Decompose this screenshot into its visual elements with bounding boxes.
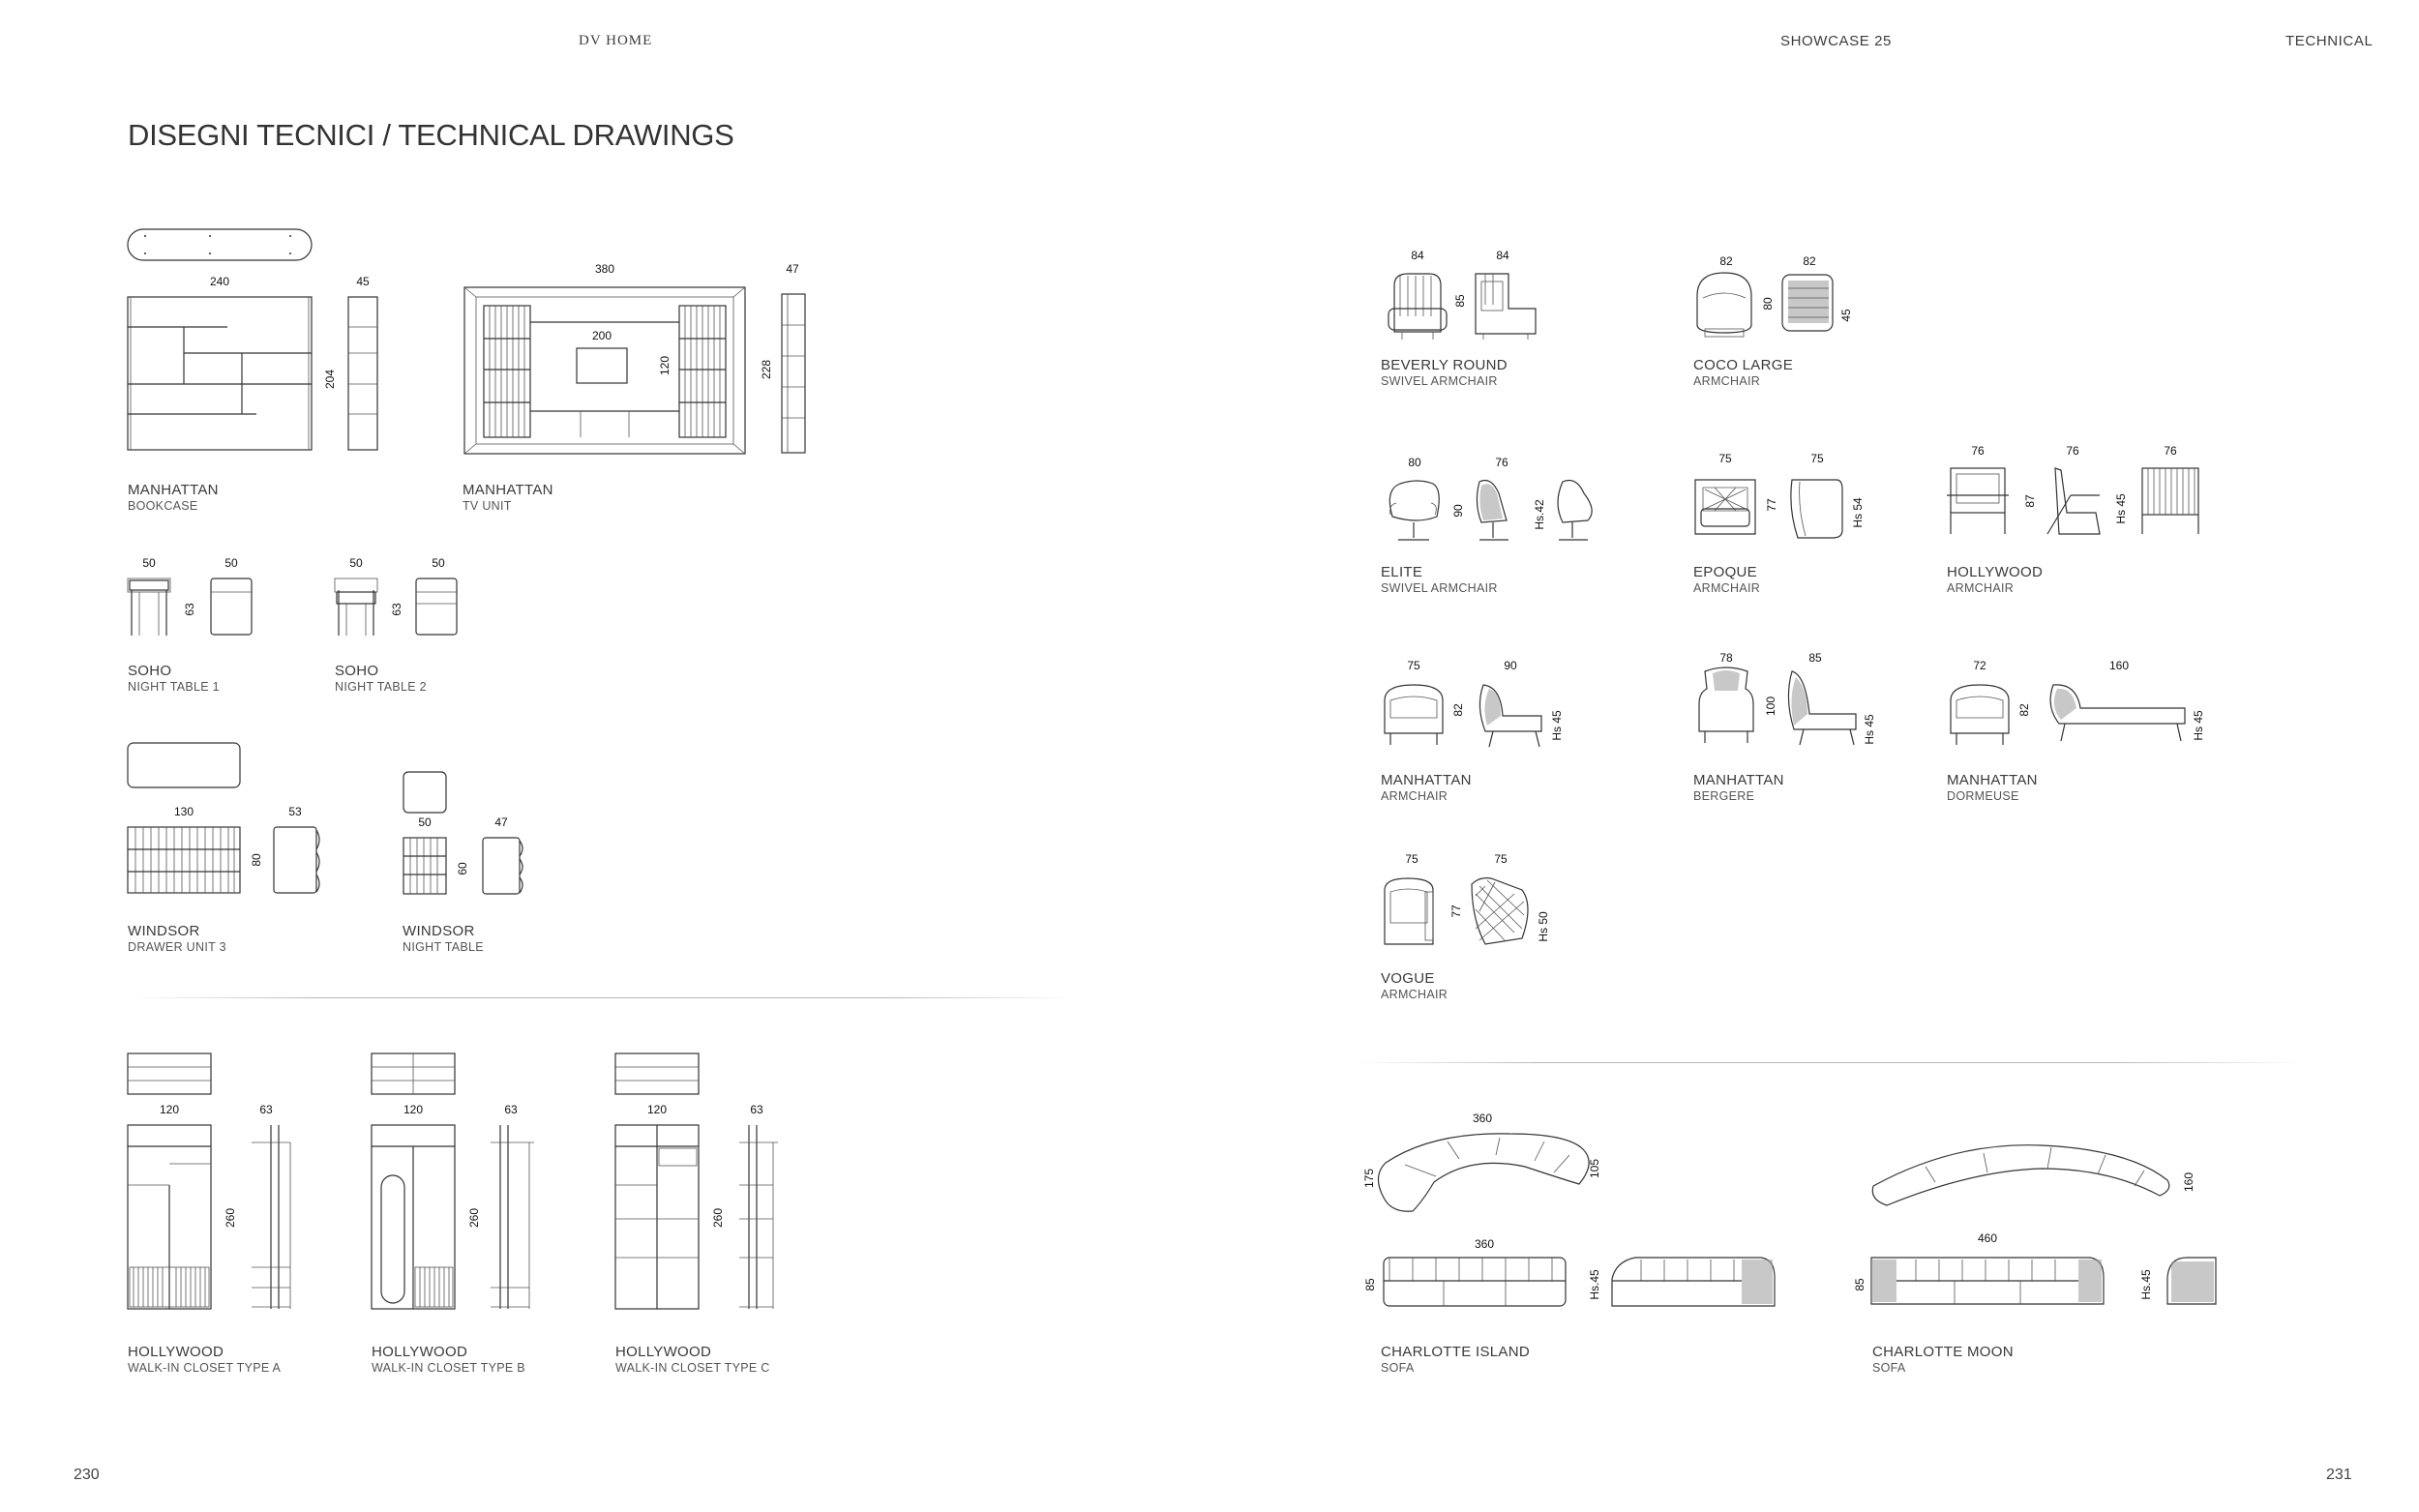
brand-name: DV HOME bbox=[579, 33, 653, 48]
dim-screen: 200 bbox=[591, 329, 612, 342]
dim-height: 85 bbox=[1453, 294, 1467, 308]
dim-seat-height: Hs 54 bbox=[1851, 497, 1865, 528]
dim-width: 50 bbox=[142, 556, 156, 570]
label-hollywood-closet-c: HOLLYWOOD WALK-IN CLOSET TYPE C bbox=[615, 1344, 770, 1375]
dim-width: 75 bbox=[1407, 659, 1420, 672]
dim-seat-height: Hs.42 bbox=[1533, 499, 1546, 530]
dim-width: 84 bbox=[1411, 249, 1424, 262]
label-beverly-round: BEVERLY ROUND SWIVEL ARMCHAIR bbox=[1381, 357, 1508, 388]
windsor-drawer-unit-drawing bbox=[126, 740, 339, 904]
epoque-drawing bbox=[1691, 451, 1885, 548]
dim-height: 85 bbox=[1853, 1278, 1867, 1291]
beverly-round-drawing bbox=[1379, 247, 1553, 343]
dim-depth: 47 bbox=[494, 815, 508, 829]
label-hollywood-closet-b: HOLLYWOOD WALK-IN CLOSET TYPE B bbox=[372, 1344, 525, 1375]
dim-height: 77 bbox=[1765, 498, 1778, 512]
dim-depth: 50 bbox=[224, 556, 238, 570]
dim-width: 360 bbox=[1472, 1112, 1493, 1125]
dim-height: 260 bbox=[224, 1207, 237, 1229]
dim-depth: 63 bbox=[259, 1103, 273, 1116]
dim-depth: 75 bbox=[1810, 452, 1824, 465]
section-name: TECHNICAL bbox=[2285, 33, 2374, 49]
label-soho-night-table-1: SOHO NIGHT TABLE 1 bbox=[128, 663, 220, 694]
dim-depth: 63 bbox=[504, 1103, 518, 1116]
dim-width: 380 bbox=[594, 262, 615, 276]
dim-seat-height: Hs 45 bbox=[1863, 714, 1876, 745]
dim-seat-height: Hs.45 bbox=[2139, 1269, 2153, 1300]
dim-width: 82 bbox=[1719, 254, 1733, 268]
dim-width: 50 bbox=[349, 556, 363, 570]
manhattan-bookcase-drawing bbox=[126, 224, 368, 461]
dim-width: 50 bbox=[418, 815, 432, 829]
label-epoque: EPOQUE ARMCHAIR bbox=[1693, 564, 1761, 595]
dim-height: 60 bbox=[456, 862, 469, 875]
dim-height: 85 bbox=[1363, 1278, 1377, 1291]
dim-height: 77 bbox=[1449, 904, 1463, 918]
hollywood-armchair-drawing bbox=[1945, 441, 2235, 548]
label-vogue: VOGUE ARMCHAIR bbox=[1381, 970, 1448, 1001]
dim-seat-height: Hs.45 bbox=[1588, 1269, 1601, 1300]
hollywood-closet-a-drawing bbox=[126, 1050, 319, 1320]
page-number-left: 230 bbox=[74, 1467, 100, 1483]
dim-depth: 75 bbox=[1494, 852, 1508, 866]
dim-width: 120 bbox=[646, 1103, 668, 1116]
dim-height: 82 bbox=[2017, 703, 2031, 717]
soho-night-table-1-drawing bbox=[126, 553, 271, 650]
collection-name: SHOWCASE 25 bbox=[1780, 33, 1892, 49]
label-hollywood-armchair: HOLLYWOOD ARMCHAIR bbox=[1947, 564, 2044, 595]
dim-depth: 45 bbox=[356, 275, 370, 288]
vogue-drawing bbox=[1379, 851, 1572, 948]
dim-front-width: 360 bbox=[1474, 1237, 1495, 1251]
dim-height: 90 bbox=[1451, 504, 1465, 518]
dim-height: 80 bbox=[1761, 297, 1775, 311]
label-charlotte-moon: CHARLOTTE MOON SOFA bbox=[1872, 1344, 2014, 1375]
dim-seat-height: Hs 50 bbox=[1537, 911, 1550, 942]
hollywood-closet-c-drawing bbox=[613, 1050, 807, 1320]
dim-width: 460 bbox=[1977, 1231, 1998, 1245]
hollywood-closet-b-drawing bbox=[370, 1050, 563, 1320]
label-charlotte-island: CHARLOTTE ISLAND SOFA bbox=[1381, 1344, 1530, 1375]
dim-seat-height: Hs 45 bbox=[1550, 710, 1564, 741]
dim-height: 63 bbox=[390, 603, 403, 616]
dim-width: 72 bbox=[1973, 659, 1986, 672]
separator-left bbox=[128, 997, 1076, 998]
dim-height: 228 bbox=[760, 359, 773, 380]
label-soho-night-table-2: SOHO NIGHT TABLE 2 bbox=[335, 663, 427, 694]
dim-depth: 63 bbox=[750, 1103, 763, 1116]
dim-depth: 90 bbox=[1504, 659, 1517, 672]
dim-width: 76 bbox=[1971, 444, 1985, 458]
dim-height: 80 bbox=[250, 853, 263, 867]
dim-depth: 160 bbox=[2182, 1171, 2195, 1193]
label-coco-large: COCO LARGE ARMCHAIR bbox=[1693, 357, 1794, 388]
dim-width: 78 bbox=[1719, 651, 1733, 665]
dim-height: 260 bbox=[711, 1207, 725, 1229]
dim-width: 130 bbox=[173, 805, 194, 818]
dim-seat-height: Hs 45 bbox=[2192, 710, 2205, 741]
charlotte-moon-drawing bbox=[1853, 1132, 2245, 1325]
dim-depth: 76 bbox=[1495, 456, 1508, 469]
dim-height: 63 bbox=[183, 603, 196, 616]
manhattan-tv-unit-drawing bbox=[463, 261, 830, 464]
separator-right bbox=[1355, 1062, 2303, 1063]
dim-depth: 85 bbox=[1808, 651, 1822, 665]
windsor-night-table-drawing bbox=[401, 766, 546, 906]
dim-height: 100 bbox=[1764, 696, 1777, 717]
manhattan-bergere-drawing bbox=[1691, 650, 1904, 756]
dim-height: 82 bbox=[1451, 703, 1465, 717]
dim-depth: 76 bbox=[2066, 444, 2079, 458]
coco-large-drawing bbox=[1691, 250, 1885, 346]
dim-height: 87 bbox=[2023, 494, 2037, 508]
dim-depth: 82 bbox=[1803, 254, 1816, 268]
dim-width: 240 bbox=[209, 275, 230, 288]
label-manhattan-tv-unit: MANHATTAN TV UNIT bbox=[463, 482, 553, 513]
dim-depth: 175 bbox=[1362, 1168, 1376, 1189]
page-title: DISEGNI TECNICI / TECHNICAL DRAWINGS bbox=[128, 118, 734, 152]
dim-length: 160 bbox=[2108, 659, 2130, 672]
label-manhattan-bookcase: MANHATTAN BOOKCASE bbox=[128, 482, 219, 513]
dim-back-width: 76 bbox=[2164, 444, 2177, 458]
dim-height: 204 bbox=[323, 369, 337, 390]
dim-width: 75 bbox=[1718, 452, 1732, 465]
manhattan-armchair-drawing bbox=[1379, 658, 1592, 755]
soho-night-table-2-drawing bbox=[333, 553, 478, 650]
dim-width: 80 bbox=[1408, 456, 1421, 469]
dim-depth: 47 bbox=[786, 262, 799, 276]
label-windsor-drawer-unit: WINDSOR DRAWER UNIT 3 bbox=[128, 923, 226, 954]
dim-depth: 84 bbox=[1496, 249, 1509, 262]
elite-drawing bbox=[1379, 455, 1630, 551]
label-manhattan-bergere: MANHATTAN BERGERE bbox=[1693, 772, 1784, 803]
label-hollywood-closet-a: HOLLYWOOD WALK-IN CLOSET TYPE A bbox=[128, 1344, 282, 1375]
dim-seat-height: Hs 45 bbox=[2114, 493, 2128, 524]
label-elite: ELITE SWIVEL ARMCHAIR bbox=[1381, 564, 1498, 595]
dim-seat-height: 45 bbox=[1839, 309, 1853, 322]
dim-height: 260 bbox=[467, 1207, 481, 1229]
label-windsor-night-table: WINDSOR NIGHT TABLE bbox=[403, 923, 484, 954]
label-manhattan-armchair: MANHATTAN ARMCHAIR bbox=[1381, 772, 1472, 803]
label-manhattan-dormeuse: MANHATTAN DORMEUSE bbox=[1947, 772, 2038, 803]
page-number-right: 231 bbox=[2326, 1467, 2352, 1483]
charlotte-island-drawing bbox=[1355, 1105, 1800, 1318]
dim-screen-height: 120 bbox=[658, 355, 672, 376]
dim-width: 75 bbox=[1405, 852, 1419, 866]
manhattan-dormeuse-drawing bbox=[1945, 658, 2235, 755]
dim-width: 120 bbox=[159, 1103, 180, 1116]
dim-inner-depth: 105 bbox=[1588, 1158, 1601, 1179]
dim-depth: 53 bbox=[288, 805, 302, 818]
dim-width: 120 bbox=[403, 1103, 424, 1116]
dim-depth: 50 bbox=[432, 556, 445, 570]
